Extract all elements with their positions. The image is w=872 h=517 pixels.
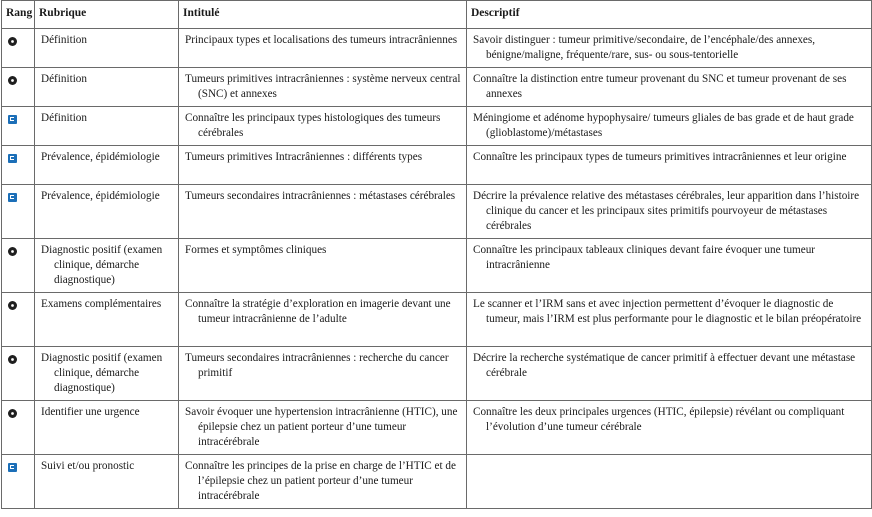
descriptif-cell: Connaître les deux principales urgences (HTIC, épilepsie) révélant ou compliquant l’évolution d’une tumeur cérébrale	[467, 401, 872, 455]
rubrique-cell: Suivi et/ou pronostic	[35, 455, 179, 509]
rang-a-icon	[8, 409, 17, 418]
rang-cell	[2, 239, 35, 293]
rang-cell	[2, 146, 35, 185]
header-rang: Rang	[2, 1, 35, 29]
rang-cell	[2, 68, 35, 107]
intitule-cell: Tumeurs primitives intracrâniennes : système nerveux central (SNC) et annexes	[179, 68, 467, 107]
intitule-cell: Tumeurs primitives Intracrâniennes : différents types	[179, 146, 467, 185]
descriptif-cell: Connaître les principaux types de tumeurs primitives intracrâniennes et leur origine	[467, 146, 872, 185]
rubrique-cell: Diagnostic positif (examen clinique, démarche diagnostique)	[35, 239, 179, 293]
rubrique-cell: Définition	[35, 29, 179, 68]
header-descriptif: Descriptif	[467, 1, 872, 29]
table-row	[2, 347, 872, 401]
rang-a-icon	[8, 76, 17, 85]
intitule-cell: Tumeurs secondaires intracrâniennes : métastases cérébrales	[179, 185, 467, 239]
rang-b-icon	[8, 154, 17, 163]
rang-b-icon	[8, 193, 17, 202]
table-row	[2, 68, 872, 107]
table-row	[2, 107, 872, 146]
rang-a-icon	[8, 355, 17, 364]
objectives-table	[1, 0, 872, 509]
intitule-cell: Connaître la stratégie d’exploration en imagerie devant une tumeur intracrânienne de l’adulte	[179, 293, 467, 347]
rang-cell	[2, 347, 35, 401]
header-row	[2, 1, 872, 29]
rang-a-icon	[8, 247, 17, 256]
rubrique-cell: Examens complémentaires	[35, 293, 179, 347]
table-row	[2, 146, 872, 185]
table-row	[2, 401, 872, 455]
intitule-cell: Principaux types et localisations des tumeurs intracrâniennes	[179, 29, 467, 68]
descriptif-cell: Décrire la recherche systématique de cancer primitif à effectuer devant une métastase cérébrale	[467, 347, 872, 401]
descriptif-cell: Savoir distinguer : tumeur primitive/secondaire, de l’encéphale/des annexes, bénigne/maligne, fréquente/rare, sus- ou sous-tentorielle	[467, 29, 872, 68]
table-row	[2, 29, 872, 68]
intitule-cell: Connaître les principes de la prise en charge de l’HTIC et de l’épilepsie chez un patient porteur d’une tumeur intracérébrale	[179, 455, 467, 509]
rubrique-cell: Diagnostic positif (examen clinique, démarche diagnostique)	[35, 347, 179, 401]
rubrique-cell: Définition	[35, 68, 179, 107]
intitule-cell: Tumeurs secondaires intracrâniennes : recherche du cancer primitif	[179, 347, 467, 401]
descriptif-cell: Le scanner et l’IRM sans et avec injection permettent d’évoquer le diagnostic de tumeur, mais l’IRM est plus performante pour le diagnostic et le bilan préopératoire	[467, 293, 872, 347]
intitule-cell: Connaître les principaux types histologiques des tumeurs cérébrales	[179, 107, 467, 146]
rubrique-cell: Définition	[35, 107, 179, 146]
intitule-cell: Savoir évoquer une hypertension intracrânienne (HTIC), une épilepsie chez un patient porteur d’une tumeur intracérébrale	[179, 401, 467, 455]
rang-cell	[2, 29, 35, 68]
rang-a-icon	[8, 301, 17, 310]
table-row	[2, 293, 872, 347]
descriptif-cell: Décrire la prévalence relative des métastases cérébrales, leur apparition dans l’histoire clinique du cancer et les principaux sites primitifs pourvoyeur de métastases cérébrales	[467, 185, 872, 239]
descriptif-cell: Connaître la distinction entre tumeur provenant du SNC et tumeur provenant de ses annexes	[467, 68, 872, 107]
rang-cell	[2, 107, 35, 146]
rubrique-cell: Identifier une urgence	[35, 401, 179, 455]
rang-b-icon	[8, 115, 17, 124]
rang-cell	[2, 293, 35, 347]
descriptif-cell	[467, 455, 872, 509]
descriptif-cell: Connaître les principaux tableaux cliniques devant faire évoquer une tumeur intracrânienne	[467, 239, 872, 293]
table-row	[2, 239, 872, 293]
rang-b-icon	[8, 463, 17, 472]
rubrique-cell: Prévalence, épidémiologie	[35, 146, 179, 185]
header-intitule: Intitulé	[179, 1, 467, 29]
intitule-cell: Formes et symptômes cliniques	[179, 239, 467, 293]
rang-cell	[2, 401, 35, 455]
rang-cell	[2, 455, 35, 509]
rubrique-cell: Prévalence, épidémiologie	[35, 185, 179, 239]
rang-cell	[2, 185, 35, 239]
descriptif-cell: Méningiome et adénome hypophysaire/ tumeurs gliales de bas grade et de haut grade (glioblastome)/métastases	[467, 107, 872, 146]
table-row	[2, 185, 872, 239]
table-row	[2, 455, 872, 509]
header-rubrique: Rubrique	[35, 1, 179, 29]
rang-a-icon	[8, 37, 17, 46]
